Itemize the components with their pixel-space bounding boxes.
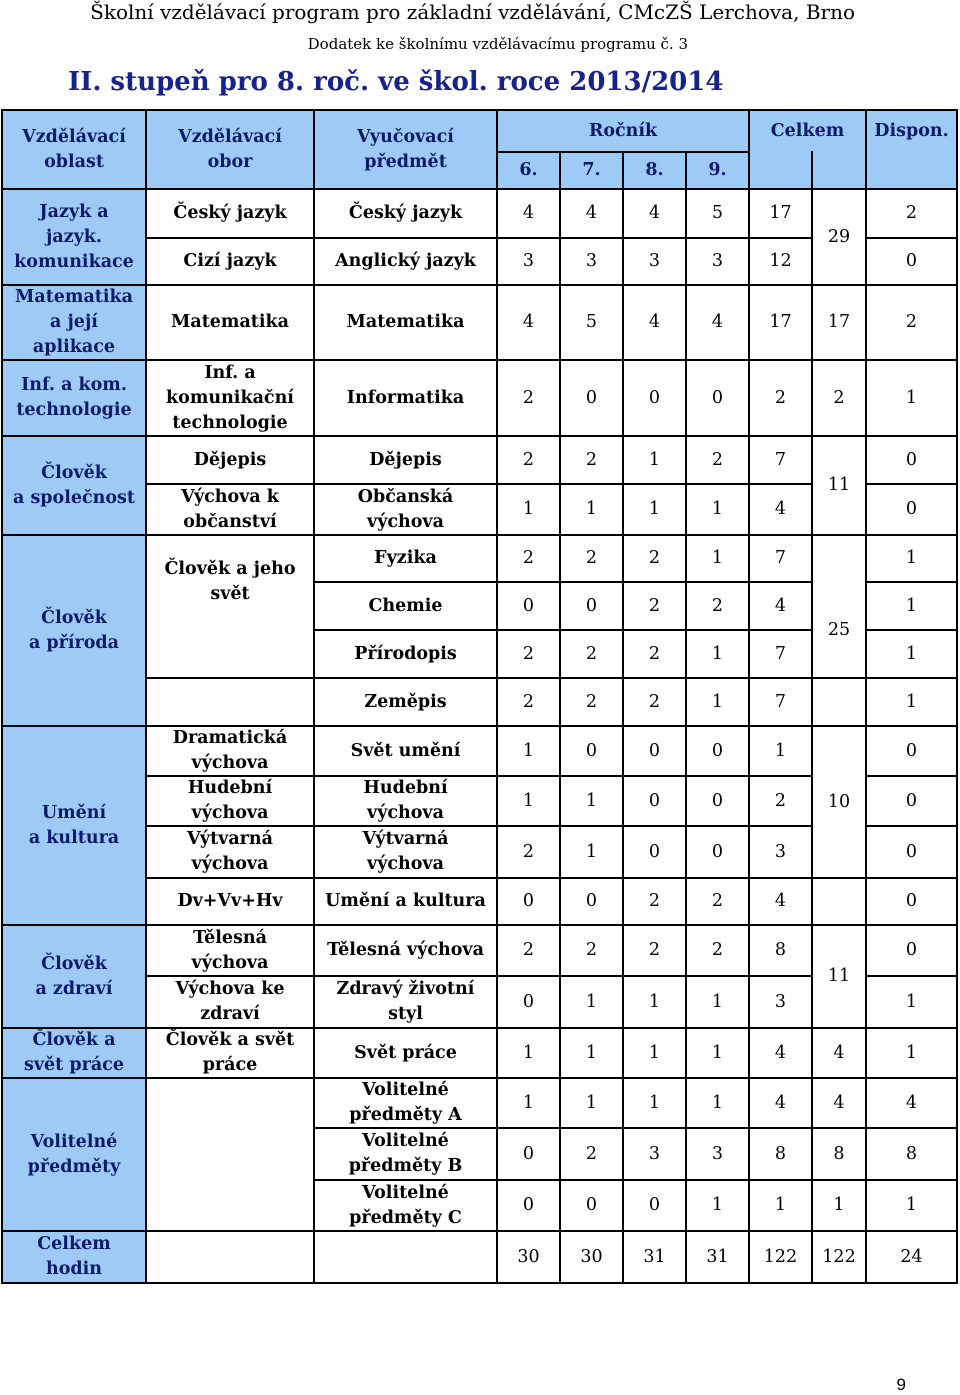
value-cell: 1: [648, 1092, 661, 1113]
table-rule: [748, 109, 750, 1284]
value-cell: 4: [585, 203, 598, 223]
table-rule: [1, 359, 147, 361]
value-cell: 1: [522, 740, 535, 761]
subject-cell: Informatika: [346, 387, 465, 408]
header-rocnik: Ročník: [588, 120, 658, 141]
table-rule: [865, 483, 958, 485]
value-cell: 1: [585, 841, 598, 862]
value-cell: 31: [706, 1246, 729, 1267]
value-cell: 1: [711, 548, 724, 568]
value-cell: 17: [769, 203, 792, 223]
subject-cell: Matematika: [346, 312, 465, 332]
value-cell: 3: [648, 1143, 661, 1164]
header-grade: 9.: [708, 160, 727, 180]
value-cell: 0: [522, 1143, 535, 1164]
value-cell: 2: [585, 449, 598, 470]
table-rule: [811, 151, 813, 1284]
value-cell: 1: [711, 643, 724, 664]
area-total-cell: 17: [827, 312, 851, 332]
area-cell: Matematika a její aplikace: [2, 285, 146, 360]
area-total-cell: 25: [827, 620, 851, 640]
subject-cell: Svět umění: [350, 740, 461, 761]
table-rule: [865, 877, 958, 879]
area-cell: Člověk a zdraví: [2, 925, 146, 1028]
section-title: II. stupeň pro 8. roč. ve škol. roce 2013/2014: [68, 67, 724, 97]
table-rule: [313, 975, 813, 977]
dispon-cell: 2: [905, 203, 918, 223]
table-rule: [145, 775, 315, 777]
value-cell: 2: [585, 1143, 598, 1164]
value-cell: 0: [585, 387, 598, 408]
subject-cell: Dějepis: [369, 449, 442, 470]
dispon-cell: 24: [900, 1246, 923, 1267]
subject-cell: Zeměpis: [364, 691, 447, 712]
value-cell: 31: [643, 1246, 666, 1267]
table-rule: [313, 483, 813, 485]
table-rule: [1, 1027, 147, 1029]
field-cell: Dějepis: [193, 449, 267, 470]
table-rule: [496, 109, 498, 1284]
value-cell: 30: [517, 1246, 540, 1267]
field-cell: Hudební výchova: [187, 778, 273, 823]
field-cell: Dramatická výchova: [172, 728, 288, 773]
table-rule: [865, 629, 958, 631]
value-cell: 0: [711, 790, 724, 811]
table-rule: [313, 1127, 958, 1129]
dispon-cell: 1: [905, 1195, 918, 1215]
subject-cell: Tělesná výchova: [327, 940, 484, 960]
value-cell: 2: [648, 548, 661, 568]
table-rule: [313, 825, 813, 827]
table-rule: [145, 237, 315, 239]
value-cell: 30: [580, 1246, 603, 1267]
dispon-cell: 8: [905, 1143, 918, 1164]
value-cell: 8: [774, 1143, 787, 1164]
value-cell: 1: [522, 1092, 535, 1113]
value-cell: 1: [648, 991, 661, 1012]
dispon-cell: 1: [905, 991, 918, 1012]
value-cell: 0: [711, 387, 724, 408]
table-rule: [313, 775, 813, 777]
table-rule: [145, 825, 315, 827]
value-cell: 7: [774, 548, 787, 568]
value-cell: 2: [522, 548, 535, 568]
value-cell: 1: [648, 1042, 661, 1063]
area-total-cell: 4: [833, 1092, 845, 1113]
dispon-cell: 0: [905, 891, 918, 911]
value-cell: 1: [585, 1092, 598, 1113]
value-cell: 0: [648, 790, 661, 811]
area-cell: Člověk a příroda: [2, 535, 146, 726]
dispon-cell: 1: [905, 548, 918, 568]
field-cell: Člověk a jeho svět: [164, 559, 296, 604]
value-cell: 0: [648, 740, 661, 761]
subject-cell: [314, 1231, 497, 1283]
value-cell: 2: [711, 940, 724, 960]
page-number: 9: [896, 1375, 906, 1394]
document-header-subtitle: Dodatek ke školnímu vzdělávacímu programu č. 3: [307, 35, 688, 53]
area-cell: Inf. a kom. technologie: [2, 360, 146, 436]
value-cell: 0: [711, 740, 724, 761]
value-cell: 7: [774, 691, 787, 712]
dispon-cell: 4: [905, 1092, 918, 1113]
field-cell: Výtvarná výchova: [187, 829, 273, 874]
header-dispon: Dispon.: [874, 120, 949, 141]
header-grade: 7.: [582, 160, 601, 180]
area-total-cell: 10: [827, 791, 851, 812]
value-cell: 2: [648, 643, 661, 664]
dispon-cell: 1: [905, 643, 918, 664]
table-rule: [865, 825, 958, 827]
subject-cell: Přírodopis: [354, 643, 457, 664]
subject-cell: Občanská výchova: [357, 486, 454, 532]
value-cell: 3: [585, 251, 598, 271]
subject-cell: Volitelné předměty A: [349, 1080, 462, 1125]
value-cell: 2: [522, 841, 535, 862]
value-cell: 1: [711, 499, 724, 519]
dispon-cell: 0: [905, 251, 918, 271]
dispon-cell: 1: [905, 691, 918, 712]
subject-cell: Hudební výchova: [363, 778, 448, 823]
value-cell: 4: [648, 203, 661, 223]
value-cell: 2: [522, 387, 535, 408]
value-cell: 12: [769, 251, 792, 271]
value-cell: 2: [585, 643, 598, 664]
dispon-cell: 2: [905, 312, 918, 332]
table-rule: [313, 188, 315, 1284]
table-rule: [313, 629, 813, 631]
table-rule: [865, 975, 958, 977]
value-cell: 1: [522, 499, 535, 519]
value-cell: 1: [585, 1042, 598, 1063]
value-cell: 0: [585, 740, 598, 761]
area-cell: Jazyk a jazyk. komunikace: [2, 189, 146, 285]
area-total-cell: 11: [827, 475, 851, 495]
value-cell: 1: [711, 1042, 724, 1063]
value-cell: 4: [522, 203, 535, 223]
value-cell: 1: [585, 790, 598, 811]
table-rule: [145, 483, 315, 485]
value-cell: 1: [648, 499, 661, 519]
dispon-cell: 1: [905, 595, 918, 616]
value-cell: 4: [774, 1042, 787, 1063]
dispon-cell: 0: [905, 740, 918, 761]
value-cell: 1: [648, 449, 661, 470]
table-rule: [145, 877, 813, 879]
value-cell: 4: [711, 312, 724, 332]
table-rule: [145, 975, 315, 977]
field-cell: Tělesná výchova: [191, 927, 269, 973]
subject-cell: Chemie: [368, 595, 443, 616]
value-cell: 1: [711, 1092, 724, 1113]
value-cell: 0: [585, 1195, 598, 1215]
field-cell: Výchova k občanství: [181, 486, 279, 532]
value-cell: 2: [522, 449, 535, 470]
subject-cell: Volitelné předměty B: [348, 1131, 463, 1176]
value-cell: 0: [522, 891, 535, 911]
value-cell: 1: [522, 1042, 535, 1063]
dispon-cell: 0: [905, 940, 918, 960]
value-cell: 2: [585, 548, 598, 568]
area-total-cell: 29: [827, 226, 851, 247]
value-cell: 0: [522, 1195, 535, 1215]
table-rule: [145, 677, 958, 679]
table-rule: [1, 109, 3, 1284]
value-cell: 2: [522, 691, 535, 712]
value-cell: 4: [774, 595, 787, 616]
header-obor: Vzdělávací obor: [178, 126, 282, 172]
value-cell: 8: [774, 940, 787, 960]
value-cell: 0: [711, 841, 724, 862]
value-cell: 2: [648, 891, 661, 911]
value-cell: 7: [774, 449, 787, 470]
field-cell: Český jazyk: [173, 203, 287, 223]
document-header-title: Školní vzdělávací program pro základní vzdělávání, CMcZŠ Lerchova, Brno: [90, 0, 855, 24]
subject-cell: Zdravý životní styl: [336, 979, 475, 1024]
dispon-cell: 0: [905, 790, 918, 811]
value-cell: 122: [763, 1246, 798, 1267]
table-rule: [865, 581, 958, 583]
area-cell: Člověk a svět práce: [2, 1028, 146, 1078]
value-cell: 4: [522, 312, 535, 332]
value-cell: 2: [585, 691, 598, 712]
subject-cell: Volitelné předměty C: [349, 1182, 462, 1228]
header-celkem: Celkem: [770, 120, 845, 141]
table-rule: [313, 109, 315, 190]
value-cell: 1: [585, 991, 598, 1012]
dispon-cell: 0: [905, 499, 918, 519]
value-cell: 1: [711, 691, 724, 712]
value-cell: 1: [774, 740, 787, 761]
value-cell: 0: [648, 1195, 661, 1215]
value-cell: 2: [648, 595, 661, 616]
value-cell: 2: [774, 790, 787, 811]
value-cell: 1: [774, 1195, 787, 1215]
table-rule: [865, 109, 867, 1284]
area-cell: Umění a kultura: [2, 726, 146, 925]
area-total-cell: 4: [833, 1042, 845, 1063]
value-cell: 0: [585, 891, 598, 911]
value-cell: 0: [585, 595, 598, 616]
field-cell: Člověk a svět práce: [165, 1030, 295, 1075]
value-cell: 0: [522, 595, 535, 616]
value-cell: 1: [522, 790, 535, 811]
table-rule: [622, 151, 624, 1284]
table-rule: [811, 877, 867, 879]
value-cell: 3: [774, 841, 787, 862]
subject-cell: Anglický jazyk: [335, 251, 476, 271]
value-cell: 0: [648, 387, 661, 408]
value-cell: 2: [648, 691, 661, 712]
value-cell: 4: [774, 1092, 787, 1113]
table-rule: [145, 359, 958, 361]
table-rule: [956, 109, 958, 1284]
header-oblast: Vzdělávací oblast: [2, 110, 146, 189]
area-total-cell: 122: [822, 1246, 856, 1267]
header-predmet: Vyučovací předmět: [357, 126, 454, 172]
field-cell: Výchova ke zdraví: [175, 979, 285, 1024]
area-total-cell: 1: [833, 1195, 845, 1215]
table-rule: [313, 1179, 958, 1181]
value-cell: 2: [711, 449, 724, 470]
subject-cell: Svět práce: [354, 1042, 457, 1063]
table-rule: [559, 151, 561, 1284]
value-cell: 2: [711, 891, 724, 911]
subject-cell: Fyzika: [374, 548, 437, 568]
subject-cell: Český jazyk: [348, 203, 463, 223]
value-cell: 17: [769, 312, 792, 332]
area-total-cell: 2: [833, 387, 845, 408]
value-cell: 3: [711, 1143, 724, 1164]
value-cell: 2: [711, 595, 724, 616]
value-cell: 2: [522, 643, 535, 664]
table-rule: [865, 237, 958, 239]
field-cell: Matematika: [171, 312, 289, 332]
value-cell: 4: [774, 499, 787, 519]
value-cell: 5: [585, 312, 598, 332]
value-cell: 3: [648, 251, 661, 271]
area-cell: Člověk a společnost: [2, 436, 146, 535]
area-total-cell: 11: [827, 966, 851, 986]
area-cell: Volitelné předměty: [2, 1078, 146, 1231]
subject-cell: Výtvarná výchova: [362, 829, 449, 874]
value-cell: 5: [711, 203, 724, 223]
value-cell: 2: [774, 387, 787, 408]
header-grade: 8.: [645, 160, 664, 180]
field-cell: Dv+Vv+Hv: [177, 891, 283, 911]
dispon-cell: 1: [905, 1042, 918, 1063]
value-cell: 3: [711, 251, 724, 271]
value-cell: 4: [648, 312, 661, 332]
value-cell: 2: [648, 940, 661, 960]
value-cell: 3: [774, 991, 787, 1012]
value-cell: 0: [522, 991, 535, 1012]
dispon-cell: 1: [905, 387, 918, 408]
field-cell: Inf. a komunikační technologie: [166, 362, 294, 433]
dispon-cell: 0: [905, 449, 918, 470]
area-total-cell: 8: [833, 1143, 845, 1164]
value-cell: 1: [711, 991, 724, 1012]
table-rule: [685, 151, 687, 1284]
table-rule: [865, 775, 958, 777]
value-cell: 1: [585, 499, 598, 519]
table-rule: [313, 237, 813, 239]
table-rule: [145, 109, 147, 1284]
table-rule: [313, 581, 813, 583]
table-rule: [145, 1027, 958, 1029]
value-cell: 0: [648, 841, 661, 862]
value-cell: 2: [585, 940, 598, 960]
area-cell: Celkem hodin: [2, 1231, 146, 1283]
dispon-cell: 0: [905, 841, 918, 862]
value-cell: 4: [774, 891, 787, 911]
value-cell: 7: [774, 643, 787, 664]
value-cell: 3: [522, 251, 535, 271]
subject-cell: Umění a kultura: [325, 891, 486, 911]
field-cell: Cizí jazyk: [183, 251, 277, 271]
value-cell: 2: [522, 940, 535, 960]
header-grade: 6.: [519, 160, 538, 180]
value-cell: 1: [711, 1195, 724, 1215]
